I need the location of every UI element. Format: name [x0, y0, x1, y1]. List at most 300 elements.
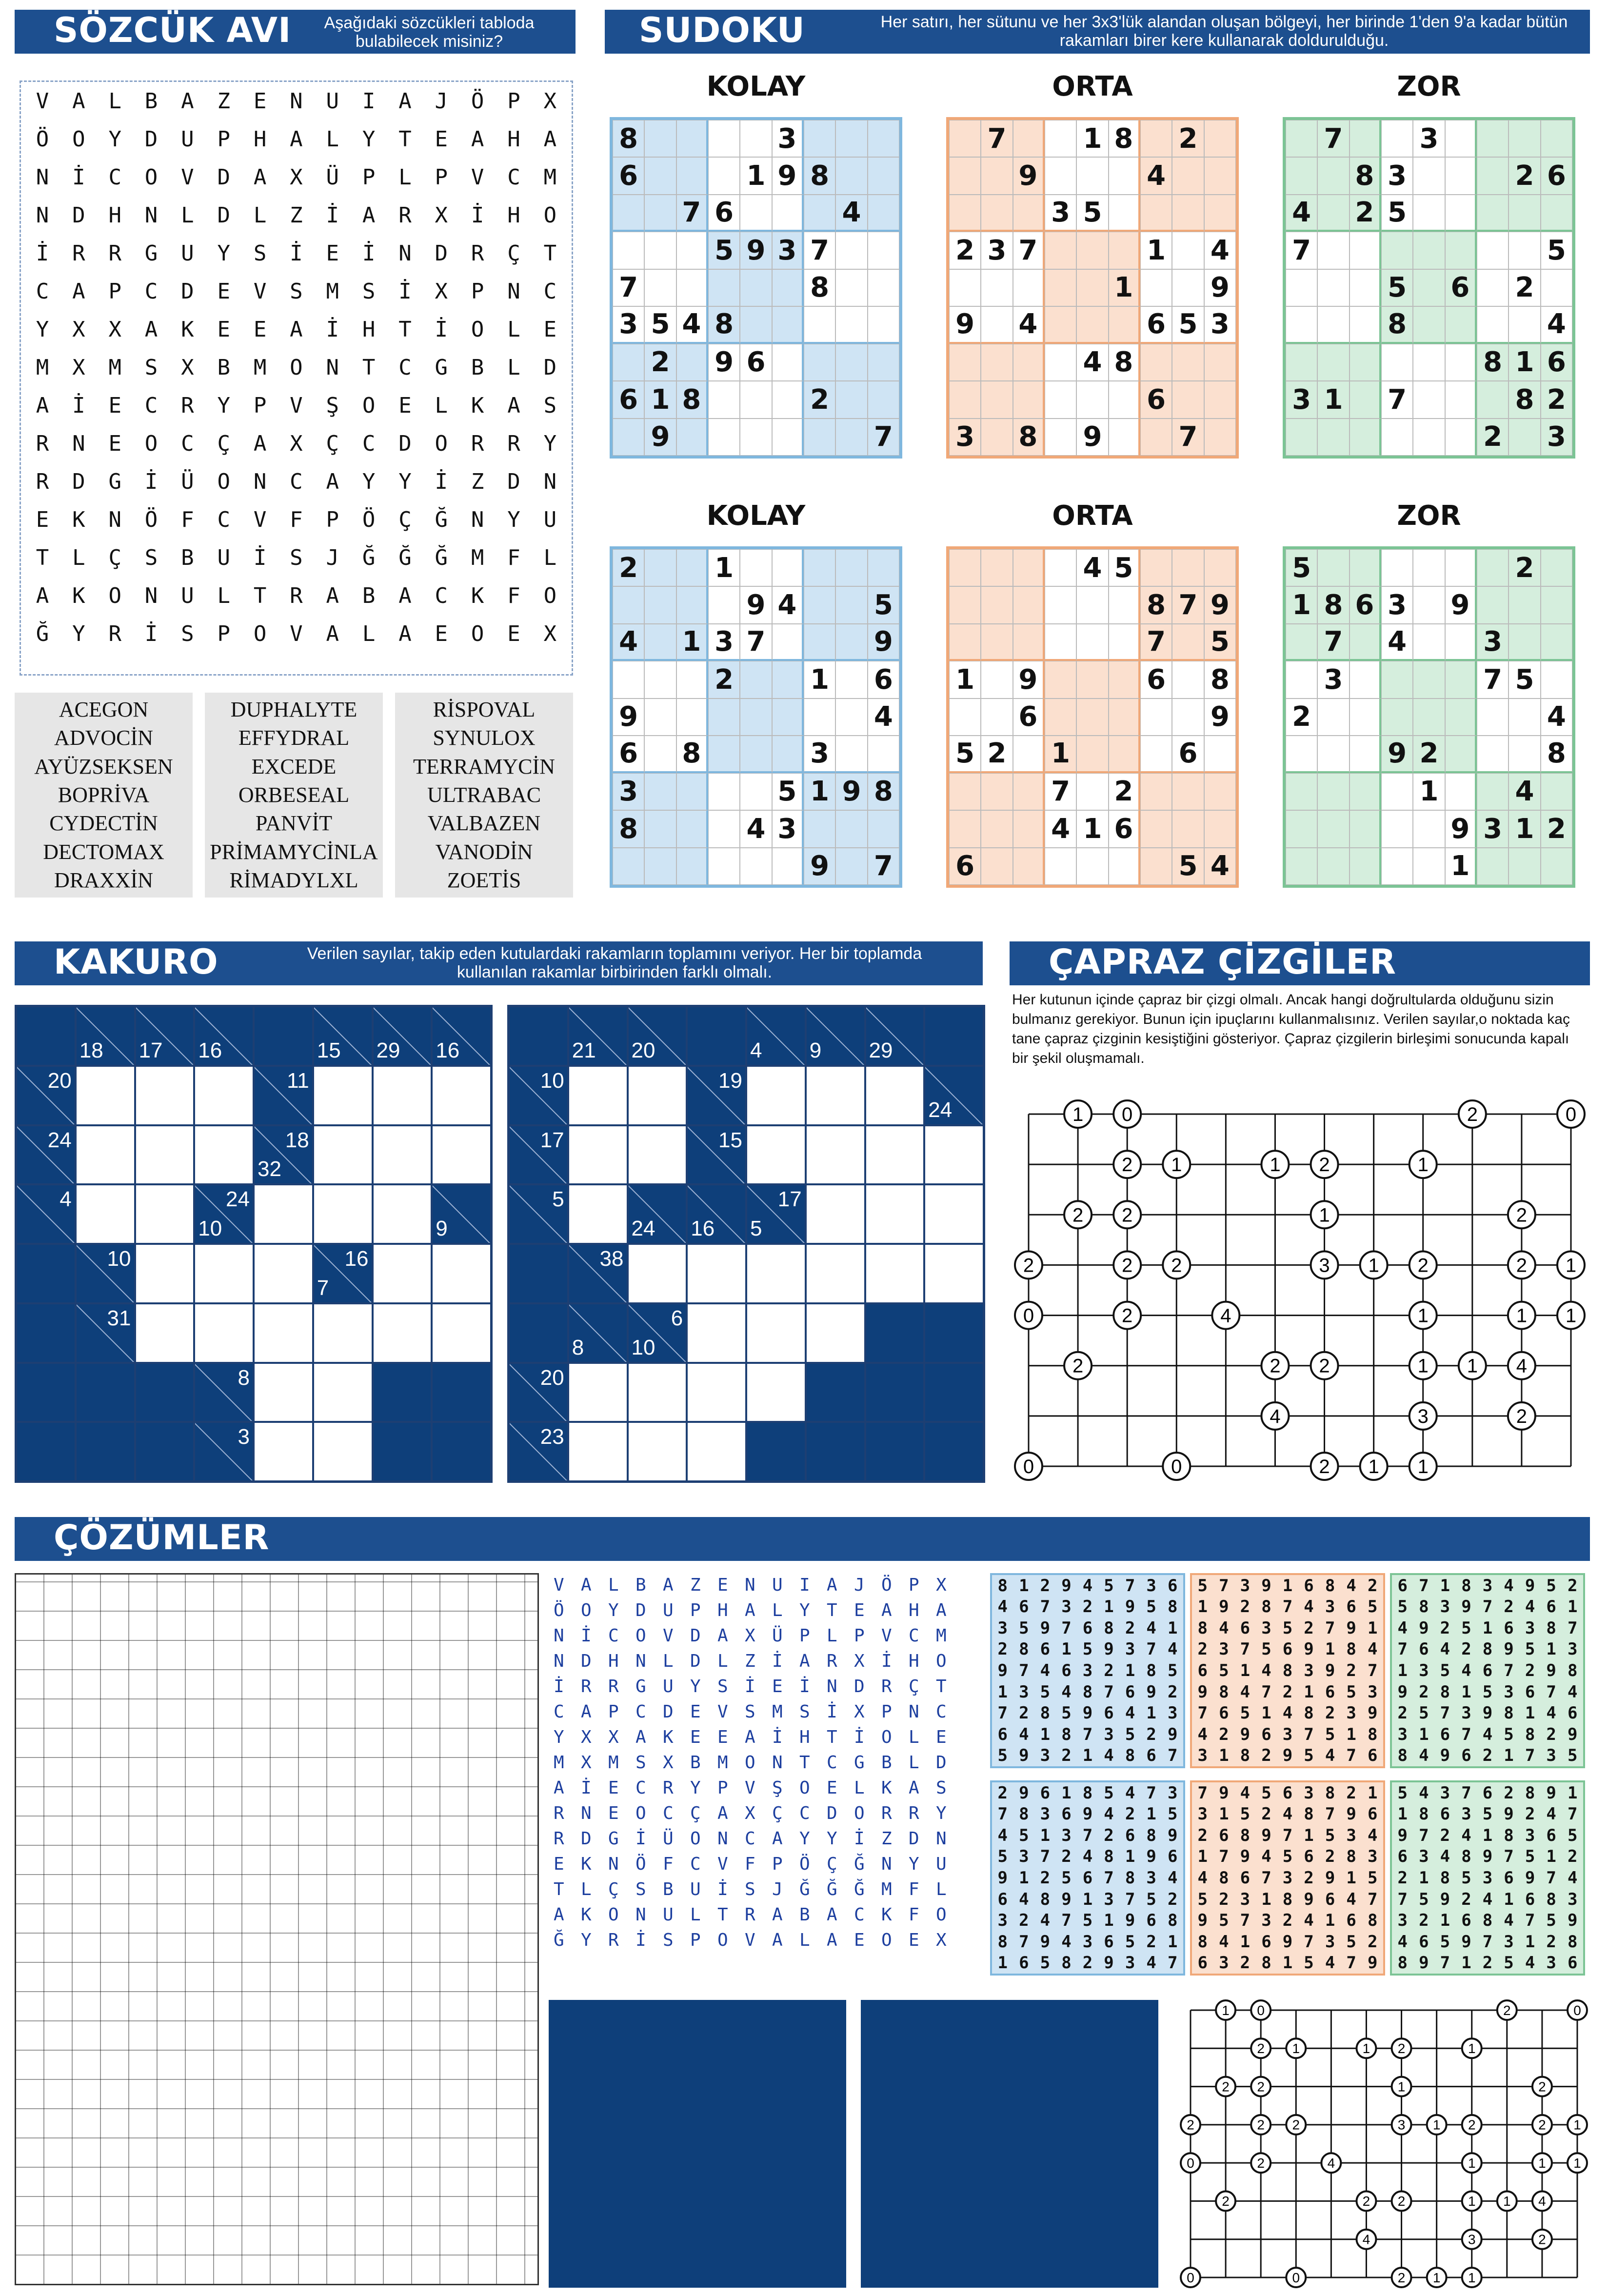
kakuro-cell[interactable] [135, 1184, 195, 1244]
sudoku-cell[interactable] [1172, 232, 1204, 269]
wordsearch-letter[interactable]: P [362, 164, 376, 190]
sudoku-cell[interactable]: 1 [1509, 810, 1540, 847]
sudoku-cell[interactable] [804, 699, 835, 736]
sudoku-cell[interactable]: 4 [1013, 306, 1045, 343]
sudoku-cell[interactable] [644, 120, 676, 157]
sudoku-cell[interactable] [804, 344, 835, 381]
sudoku-cell[interactable]: 9 [1013, 157, 1045, 194]
sudoku-cell[interactable]: 3 [1204, 306, 1236, 343]
sudoku-cell[interactable]: 6 [613, 157, 644, 194]
sudoku-cell[interactable] [1413, 195, 1445, 232]
sudoku-cell[interactable] [949, 773, 981, 810]
sudoku-cell[interactable]: 6 [740, 344, 772, 381]
sudoku-cell[interactable]: 3 [1317, 661, 1349, 698]
sudoku-cell[interactable] [740, 549, 772, 586]
sudoku-cell[interactable] [1509, 232, 1540, 269]
sudoku-cell[interactable] [981, 848, 1012, 885]
wordsearch-letter[interactable]: M [471, 545, 484, 570]
wordsearch-letter[interactable]: O [435, 431, 448, 456]
sudoku-cell[interactable] [1204, 773, 1236, 810]
sudoku-cell[interactable] [1076, 157, 1108, 194]
wordsearch-letter[interactable]: R [290, 583, 303, 608]
sudoku-cell[interactable]: 9 [1445, 810, 1477, 847]
sudoku-cell[interactable] [1317, 232, 1349, 269]
sudoku-cell[interactable] [1317, 306, 1349, 343]
wordsearch-letter[interactable]: A [36, 393, 49, 418]
wordsearch-letter[interactable]: D [217, 164, 230, 190]
sudoku-cell[interactable]: 3 [1381, 586, 1413, 623]
wordsearch-letter[interactable]: X [72, 355, 85, 380]
sudoku-cell[interactable]: 4 [740, 810, 772, 847]
sudoku-cell[interactable]: 9 [868, 624, 899, 661]
sudoku-cell[interactable] [804, 810, 835, 847]
wordsearch-letter[interactable]: İ [435, 317, 448, 342]
sudoku-cell[interactable]: 7 [1013, 232, 1045, 269]
sudoku-cell[interactable] [1541, 586, 1572, 623]
sudoku-cell[interactable] [1013, 195, 1045, 232]
sudoku-cell[interactable] [1286, 810, 1317, 847]
wordsearch-letter[interactable]: L [253, 202, 267, 228]
sudoku-cell[interactable]: 9 [1013, 661, 1045, 698]
sudoku-cell[interactable]: 3 [1045, 195, 1076, 232]
sudoku-cell[interactable]: 9 [708, 344, 740, 381]
wordsearch-letter[interactable]: X [290, 164, 303, 190]
sudoku-cell[interactable]: 7 [804, 232, 835, 269]
wordsearch-letter[interactable]: O [253, 621, 267, 646]
wordsearch-letter[interactable]: N [398, 240, 412, 266]
sudoku-cell[interactable]: 1 [644, 381, 676, 418]
sudoku-cell[interactable] [613, 419, 644, 456]
wordsearch-letter[interactable]: T [36, 545, 49, 570]
sudoku-cell[interactable] [1045, 381, 1076, 418]
sudoku-cell[interactable]: 4 [1204, 232, 1236, 269]
sudoku-cell[interactable] [1350, 419, 1381, 456]
wordsearch-letter[interactable]: A [326, 583, 339, 608]
sudoku-cell[interactable] [708, 848, 740, 885]
sudoku-cell[interactable] [1413, 306, 1445, 343]
wordsearch-letter[interactable]: J [435, 88, 448, 114]
sudoku-cell[interactable] [1350, 344, 1381, 381]
sudoku-cell[interactable] [835, 344, 867, 381]
sudoku-cell[interactable] [835, 736, 867, 773]
wordsearch-letter[interactable]: L [398, 164, 412, 190]
wordsearch-letter[interactable]: F [507, 545, 520, 570]
sudoku-cell[interactable]: 4 [1140, 157, 1172, 194]
wordsearch-letter[interactable]: P [217, 126, 230, 152]
wordsearch-letter[interactable]: N [507, 279, 520, 304]
wordsearch-letter[interactable]: K [471, 583, 484, 608]
sudoku-cell[interactable] [1541, 195, 1572, 232]
wordsearch-letter[interactable]: A [253, 164, 267, 190]
wordsearch-letter[interactable]: P [471, 279, 484, 304]
sudoku-cell[interactable] [1076, 232, 1108, 269]
sudoku-cell[interactable] [1045, 549, 1076, 586]
sudoku-cell[interactable] [1045, 157, 1076, 194]
sudoku-cell[interactable] [1381, 419, 1413, 456]
sudoku-cell[interactable] [981, 306, 1012, 343]
sudoku-cell[interactable] [644, 586, 676, 623]
sudoku-cell[interactable]: 9 [1076, 419, 1108, 456]
sudoku-cell[interactable] [1140, 120, 1172, 157]
sudoku-cell[interactable] [676, 344, 708, 381]
wordsearch-letter[interactable]: D [72, 469, 85, 494]
wordsearch-letter[interactable]: N [144, 583, 158, 608]
kakuro-cell[interactable] [865, 1244, 925, 1303]
sudoku-cell[interactable] [1204, 381, 1236, 418]
sudoku-cell[interactable] [644, 661, 676, 698]
wordsearch-letter[interactable]: Ö [144, 507, 158, 532]
wordsearch-letter[interactable]: E [36, 507, 49, 532]
sudoku-cell[interactable]: 2 [1350, 195, 1381, 232]
wordsearch-letter[interactable]: N [253, 469, 267, 494]
sudoku-cell[interactable] [613, 848, 644, 885]
wordsearch-letter[interactable]: O [72, 126, 85, 152]
sudoku-cell[interactable] [868, 157, 899, 194]
sudoku-cell[interactable] [708, 157, 740, 194]
sudoku-cell[interactable] [708, 269, 740, 306]
sudoku-cell[interactable]: 8 [613, 810, 644, 847]
wordsearch-letter[interactable]: V [181, 164, 194, 190]
wordsearch-letter[interactable]: O [471, 317, 484, 342]
sudoku-cell[interactable]: 5 [772, 773, 804, 810]
wordsearch-letter[interactable]: S [144, 545, 158, 570]
wordsearch-letter[interactable]: C [217, 507, 230, 532]
sudoku-cell[interactable] [1477, 549, 1509, 586]
kakuro-cell[interactable] [924, 1184, 984, 1244]
sudoku-cell[interactable] [1350, 624, 1381, 661]
kakuro-cell[interactable] [135, 1303, 195, 1363]
wordsearch-letter[interactable]: Ş [326, 393, 339, 418]
wordsearch-letter[interactable]: E [217, 317, 230, 342]
sudoku-cell[interactable]: 1 [1045, 736, 1076, 773]
sudoku-cell[interactable] [981, 586, 1012, 623]
wordsearch-letter[interactable]: E [108, 431, 121, 456]
sudoku-cell[interactable]: 3 [949, 419, 981, 456]
sudoku-cell[interactable]: 4 [1076, 344, 1108, 381]
sudoku-cell[interactable] [1109, 157, 1140, 194]
kakuro-cell[interactable] [194, 1244, 254, 1303]
sudoku-cell[interactable] [644, 773, 676, 810]
sudoku-cell[interactable] [676, 157, 708, 194]
sudoku-cell[interactable] [835, 661, 867, 698]
sudoku-cell[interactable] [981, 624, 1012, 661]
sudoku-cell[interactable] [981, 549, 1012, 586]
wordsearch-letter[interactable]: İ [290, 240, 303, 266]
sudoku-cell[interactable]: 7 [1140, 624, 1172, 661]
sudoku-cell[interactable] [708, 773, 740, 810]
sudoku-cell[interactable] [1350, 381, 1381, 418]
sudoku-cell[interactable] [1477, 699, 1509, 736]
sudoku-cell[interactable] [1413, 419, 1445, 456]
wordsearch-letter[interactable]: R [471, 240, 484, 266]
kakuro-cell[interactable] [806, 1303, 865, 1363]
wordsearch-letter[interactable]: İ [72, 393, 85, 418]
sudoku-cell[interactable] [644, 157, 676, 194]
wordsearch-letter[interactable]: N [471, 507, 484, 532]
wordsearch-letter[interactable]: Ğ [36, 621, 49, 646]
sudoku-cell[interactable] [708, 120, 740, 157]
sudoku-cell[interactable] [1045, 848, 1076, 885]
sudoku-cell[interactable] [1413, 848, 1445, 885]
wordsearch-letter[interactable]: C [290, 469, 303, 494]
wordsearch-letter[interactable]: T [253, 583, 267, 608]
wordsearch-letter[interactable]: I [362, 88, 376, 114]
sudoku-cell[interactable] [708, 810, 740, 847]
wordsearch-letter[interactable]: Ü [181, 469, 194, 494]
sudoku-cell[interactable]: 7 [1045, 773, 1076, 810]
kakuro-cell[interactable] [313, 1303, 373, 1363]
wordsearch-letter[interactable]: E [435, 621, 448, 646]
sudoku-cell[interactable] [1286, 848, 1317, 885]
sudoku-cell[interactable] [1477, 232, 1509, 269]
sudoku-cell[interactable] [676, 586, 708, 623]
sudoku-cell[interactable] [708, 736, 740, 773]
wordsearch-letter[interactable]: X [290, 431, 303, 456]
sudoku-cell[interactable] [613, 195, 644, 232]
sudoku-cell[interactable] [949, 810, 981, 847]
sudoku-cell[interactable] [1172, 195, 1204, 232]
wordsearch-letter[interactable]: A [144, 317, 158, 342]
wordsearch-letter[interactable]: D [181, 279, 194, 304]
sudoku-cell[interactable] [804, 306, 835, 343]
sudoku-cell[interactable] [1541, 848, 1572, 885]
sudoku-cell[interactable] [1013, 381, 1045, 418]
sudoku-cell[interactable] [1076, 586, 1108, 623]
kakuro-cell[interactable] [313, 1363, 373, 1422]
sudoku-cell[interactable] [1350, 232, 1381, 269]
sudoku-cell[interactable] [1045, 232, 1076, 269]
sudoku-cell[interactable] [1477, 306, 1509, 343]
wordsearch-letter[interactable]: G [108, 469, 121, 494]
wordsearch-letter[interactable]: R [398, 202, 412, 228]
kakuro-cell[interactable] [806, 1125, 865, 1185]
sudoku-cell[interactable] [1109, 586, 1140, 623]
sudoku-cell[interactable] [772, 269, 804, 306]
sudoku-cell[interactable]: 8 [1317, 586, 1349, 623]
sudoku-cell[interactable] [868, 381, 899, 418]
sudoku-cell[interactable]: 4 [676, 306, 708, 343]
sudoku-cell[interactable]: 3 [1477, 810, 1509, 847]
kakuro-cell[interactable] [76, 1125, 135, 1185]
wordsearch-letter[interactable]: F [181, 507, 194, 532]
wordsearch-letter[interactable]: E [543, 317, 557, 342]
sudoku-cell[interactable]: 6 [868, 661, 899, 698]
sudoku-cell[interactable] [1140, 736, 1172, 773]
sudoku-cell[interactable] [740, 195, 772, 232]
sudoku-cell[interactable] [1140, 773, 1172, 810]
wordsearch-letter[interactable]: Z [471, 469, 484, 494]
sudoku-cell[interactable] [981, 810, 1012, 847]
wordsearch-letter[interactable]: C [507, 164, 520, 190]
sudoku-cell[interactable] [1286, 661, 1317, 698]
wordsearch-letter[interactable]: P [435, 164, 448, 190]
sudoku-cell[interactable] [835, 624, 867, 661]
sudoku-cell[interactable] [1204, 419, 1236, 456]
sudoku-cell[interactable] [772, 306, 804, 343]
wordsearch-letter[interactable]: Ü [326, 164, 339, 190]
wordsearch-letter[interactable]: Z [290, 202, 303, 228]
wordsearch-letter[interactable]: M [108, 355, 121, 380]
wordsearch-letter[interactable]: R [36, 469, 49, 494]
sudoku-cell[interactable]: 2 [1509, 157, 1540, 194]
kakuro-cell[interactable] [254, 1363, 313, 1422]
wordsearch-letter[interactable]: B [217, 355, 230, 380]
sudoku-cell[interactable] [772, 736, 804, 773]
sudoku-cell[interactable] [1076, 306, 1108, 343]
wordsearch-letter[interactable]: A [471, 126, 484, 152]
kakuro-cell[interactable] [568, 1066, 628, 1125]
wordsearch-letter[interactable]: A [398, 621, 412, 646]
sudoku-cell[interactable]: 3 [1381, 157, 1413, 194]
sudoku-cell[interactable] [1286, 419, 1317, 456]
sudoku-cell[interactable] [868, 344, 899, 381]
sudoku-cell[interactable] [804, 586, 835, 623]
wordsearch-letter[interactable]: L [507, 317, 520, 342]
sudoku-cell[interactable]: 2 [981, 736, 1012, 773]
sudoku-cell[interactable]: 6 [1541, 157, 1572, 194]
sudoku-cell[interactable] [868, 306, 899, 343]
sudoku-cell[interactable] [1413, 157, 1445, 194]
wordsearch-letter[interactable]: D [435, 240, 448, 266]
sudoku-cell[interactable] [772, 419, 804, 456]
sudoku-cell[interactable] [772, 549, 804, 586]
sudoku-cell[interactable] [868, 120, 899, 157]
sudoku-cell[interactable] [1317, 549, 1349, 586]
sudoku-cell[interactable] [1413, 381, 1445, 418]
sudoku-cell[interactable]: 9 [1381, 736, 1413, 773]
wordsearch-letter[interactable]: Y [217, 393, 230, 418]
wordsearch-letter[interactable]: O [543, 583, 557, 608]
sudoku-cell[interactable] [1204, 344, 1236, 381]
sudoku-cell[interactable] [676, 120, 708, 157]
sudoku-cell[interactable] [1445, 624, 1477, 661]
wordsearch-letter[interactable]: Ğ [362, 545, 376, 570]
sudoku-cell[interactable]: 4 [835, 195, 867, 232]
kakuro-cell[interactable] [746, 1125, 806, 1185]
sudoku-cell[interactable] [1381, 699, 1413, 736]
kakuro-cell[interactable] [687, 1303, 746, 1363]
sudoku-cell[interactable]: 1 [1109, 269, 1140, 306]
wordsearch-letter[interactable]: D [398, 431, 412, 456]
kakuro-cell[interactable] [432, 1125, 491, 1185]
wordsearch-letter[interactable]: C [36, 279, 49, 304]
wordsearch-letter[interactable]: İ [253, 545, 267, 570]
wordsearch-letter[interactable]: U [326, 88, 339, 114]
sudoku-cell[interactable] [676, 269, 708, 306]
sudoku-cell[interactable]: 3 [1541, 419, 1572, 456]
sudoku-cell[interactable] [1317, 419, 1349, 456]
sudoku-cell[interactable] [981, 344, 1012, 381]
wordsearch-letter[interactable]: Y [217, 240, 230, 266]
kakuro-cell[interactable] [373, 1125, 432, 1185]
sudoku-cell[interactable]: 6 [1140, 306, 1172, 343]
sudoku-cell[interactable] [1172, 157, 1204, 194]
wordsearch-letter[interactable]: P [326, 507, 339, 532]
kakuro-cell[interactable] [628, 1363, 687, 1422]
kakuro-cell[interactable] [76, 1184, 135, 1244]
sudoku-cell[interactable]: 7 [1477, 661, 1509, 698]
sudoku-cell[interactable]: 2 [1477, 419, 1509, 456]
wordsearch-letter[interactable]: O [144, 431, 158, 456]
sudoku-cell[interactable] [949, 195, 981, 232]
sudoku-cell[interactable] [868, 810, 899, 847]
sudoku-cell[interactable]: 6 [949, 848, 981, 885]
sudoku-cell[interactable]: 6 [1445, 269, 1477, 306]
sudoku-cell[interactable] [1109, 661, 1140, 698]
sudoku-cell[interactable]: 9 [949, 306, 981, 343]
sudoku-cell[interactable]: 1 [1076, 810, 1108, 847]
sudoku-cell[interactable] [1013, 810, 1045, 847]
wordsearch-letter[interactable]: K [471, 393, 484, 418]
wordsearch-letter[interactable]: A [290, 126, 303, 152]
wordsearch-letter[interactable]: A [326, 469, 339, 494]
kakuro-cell[interactable] [746, 1066, 806, 1125]
sudoku-cell[interactable] [949, 549, 981, 586]
kakuro-cell[interactable] [194, 1303, 254, 1363]
wordsearch-letter[interactable]: R [108, 621, 121, 646]
kakuro-cell[interactable] [194, 1066, 254, 1125]
sudoku-cell[interactable]: 9 [644, 419, 676, 456]
wordsearch-letter[interactable]: Y [72, 621, 85, 646]
sudoku-grid[interactable] [1283, 117, 1575, 459]
sudoku-cell[interactable] [1350, 773, 1381, 810]
kakuro-cell[interactable] [806, 1244, 865, 1303]
sudoku-cell[interactable]: 5 [1204, 624, 1236, 661]
sudoku-cell[interactable] [1541, 269, 1572, 306]
sudoku-cell[interactable]: 9 [1204, 269, 1236, 306]
sudoku-cell[interactable]: 4 [1286, 195, 1317, 232]
wordsearch-letter[interactable]: Ğ [398, 545, 412, 570]
wordsearch-letter[interactable]: R [507, 431, 520, 456]
sudoku-cell[interactable] [1172, 810, 1204, 847]
kakuro-cell[interactable] [806, 1066, 865, 1125]
sudoku-cell[interactable] [772, 344, 804, 381]
sudoku-cell[interactable] [613, 661, 644, 698]
sudoku-cell[interactable] [1445, 549, 1477, 586]
wordsearch-letter[interactable]: T [543, 240, 557, 266]
sudoku-cell[interactable] [1317, 344, 1349, 381]
sudoku-cell[interactable]: 8 [1109, 120, 1140, 157]
sudoku-cell[interactable] [772, 381, 804, 418]
sudoku-cell[interactable] [644, 269, 676, 306]
sudoku-cell[interactable]: 3 [613, 773, 644, 810]
wordsearch-letter[interactable]: N [290, 88, 303, 114]
kakuro-cell[interactable] [313, 1422, 373, 1481]
wordsearch-letter[interactable]: R [471, 431, 484, 456]
kakuro-cell[interactable] [628, 1066, 687, 1125]
kakuro-cell[interactable] [194, 1125, 254, 1185]
sudoku-cell[interactable] [868, 269, 899, 306]
sudoku-cell[interactable] [1172, 381, 1204, 418]
wordsearch-letter[interactable]: V [290, 393, 303, 418]
sudoku-cell[interactable] [1286, 157, 1317, 194]
sudoku-cell[interactable] [1541, 773, 1572, 810]
wordsearch-letter[interactable]: L [217, 583, 230, 608]
sudoku-cell[interactable] [1045, 269, 1076, 306]
kakuro-grid-2[interactable] [507, 1005, 985, 1483]
kakuro-cell[interactable] [628, 1244, 687, 1303]
sudoku-cell[interactable] [1076, 848, 1108, 885]
sudoku-cell[interactable]: 7 [1317, 120, 1349, 157]
sudoku-cell[interactable]: 4 [1541, 306, 1572, 343]
sudoku-cell[interactable] [835, 232, 867, 269]
sudoku-cell[interactable]: 7 [740, 624, 772, 661]
sudoku-cell[interactable] [949, 344, 981, 381]
kakuro-cell[interactable] [687, 1244, 746, 1303]
sudoku-cell[interactable] [1413, 661, 1445, 698]
sudoku-cell[interactable]: 6 [1140, 381, 1172, 418]
sudoku-cell[interactable] [1109, 381, 1140, 418]
